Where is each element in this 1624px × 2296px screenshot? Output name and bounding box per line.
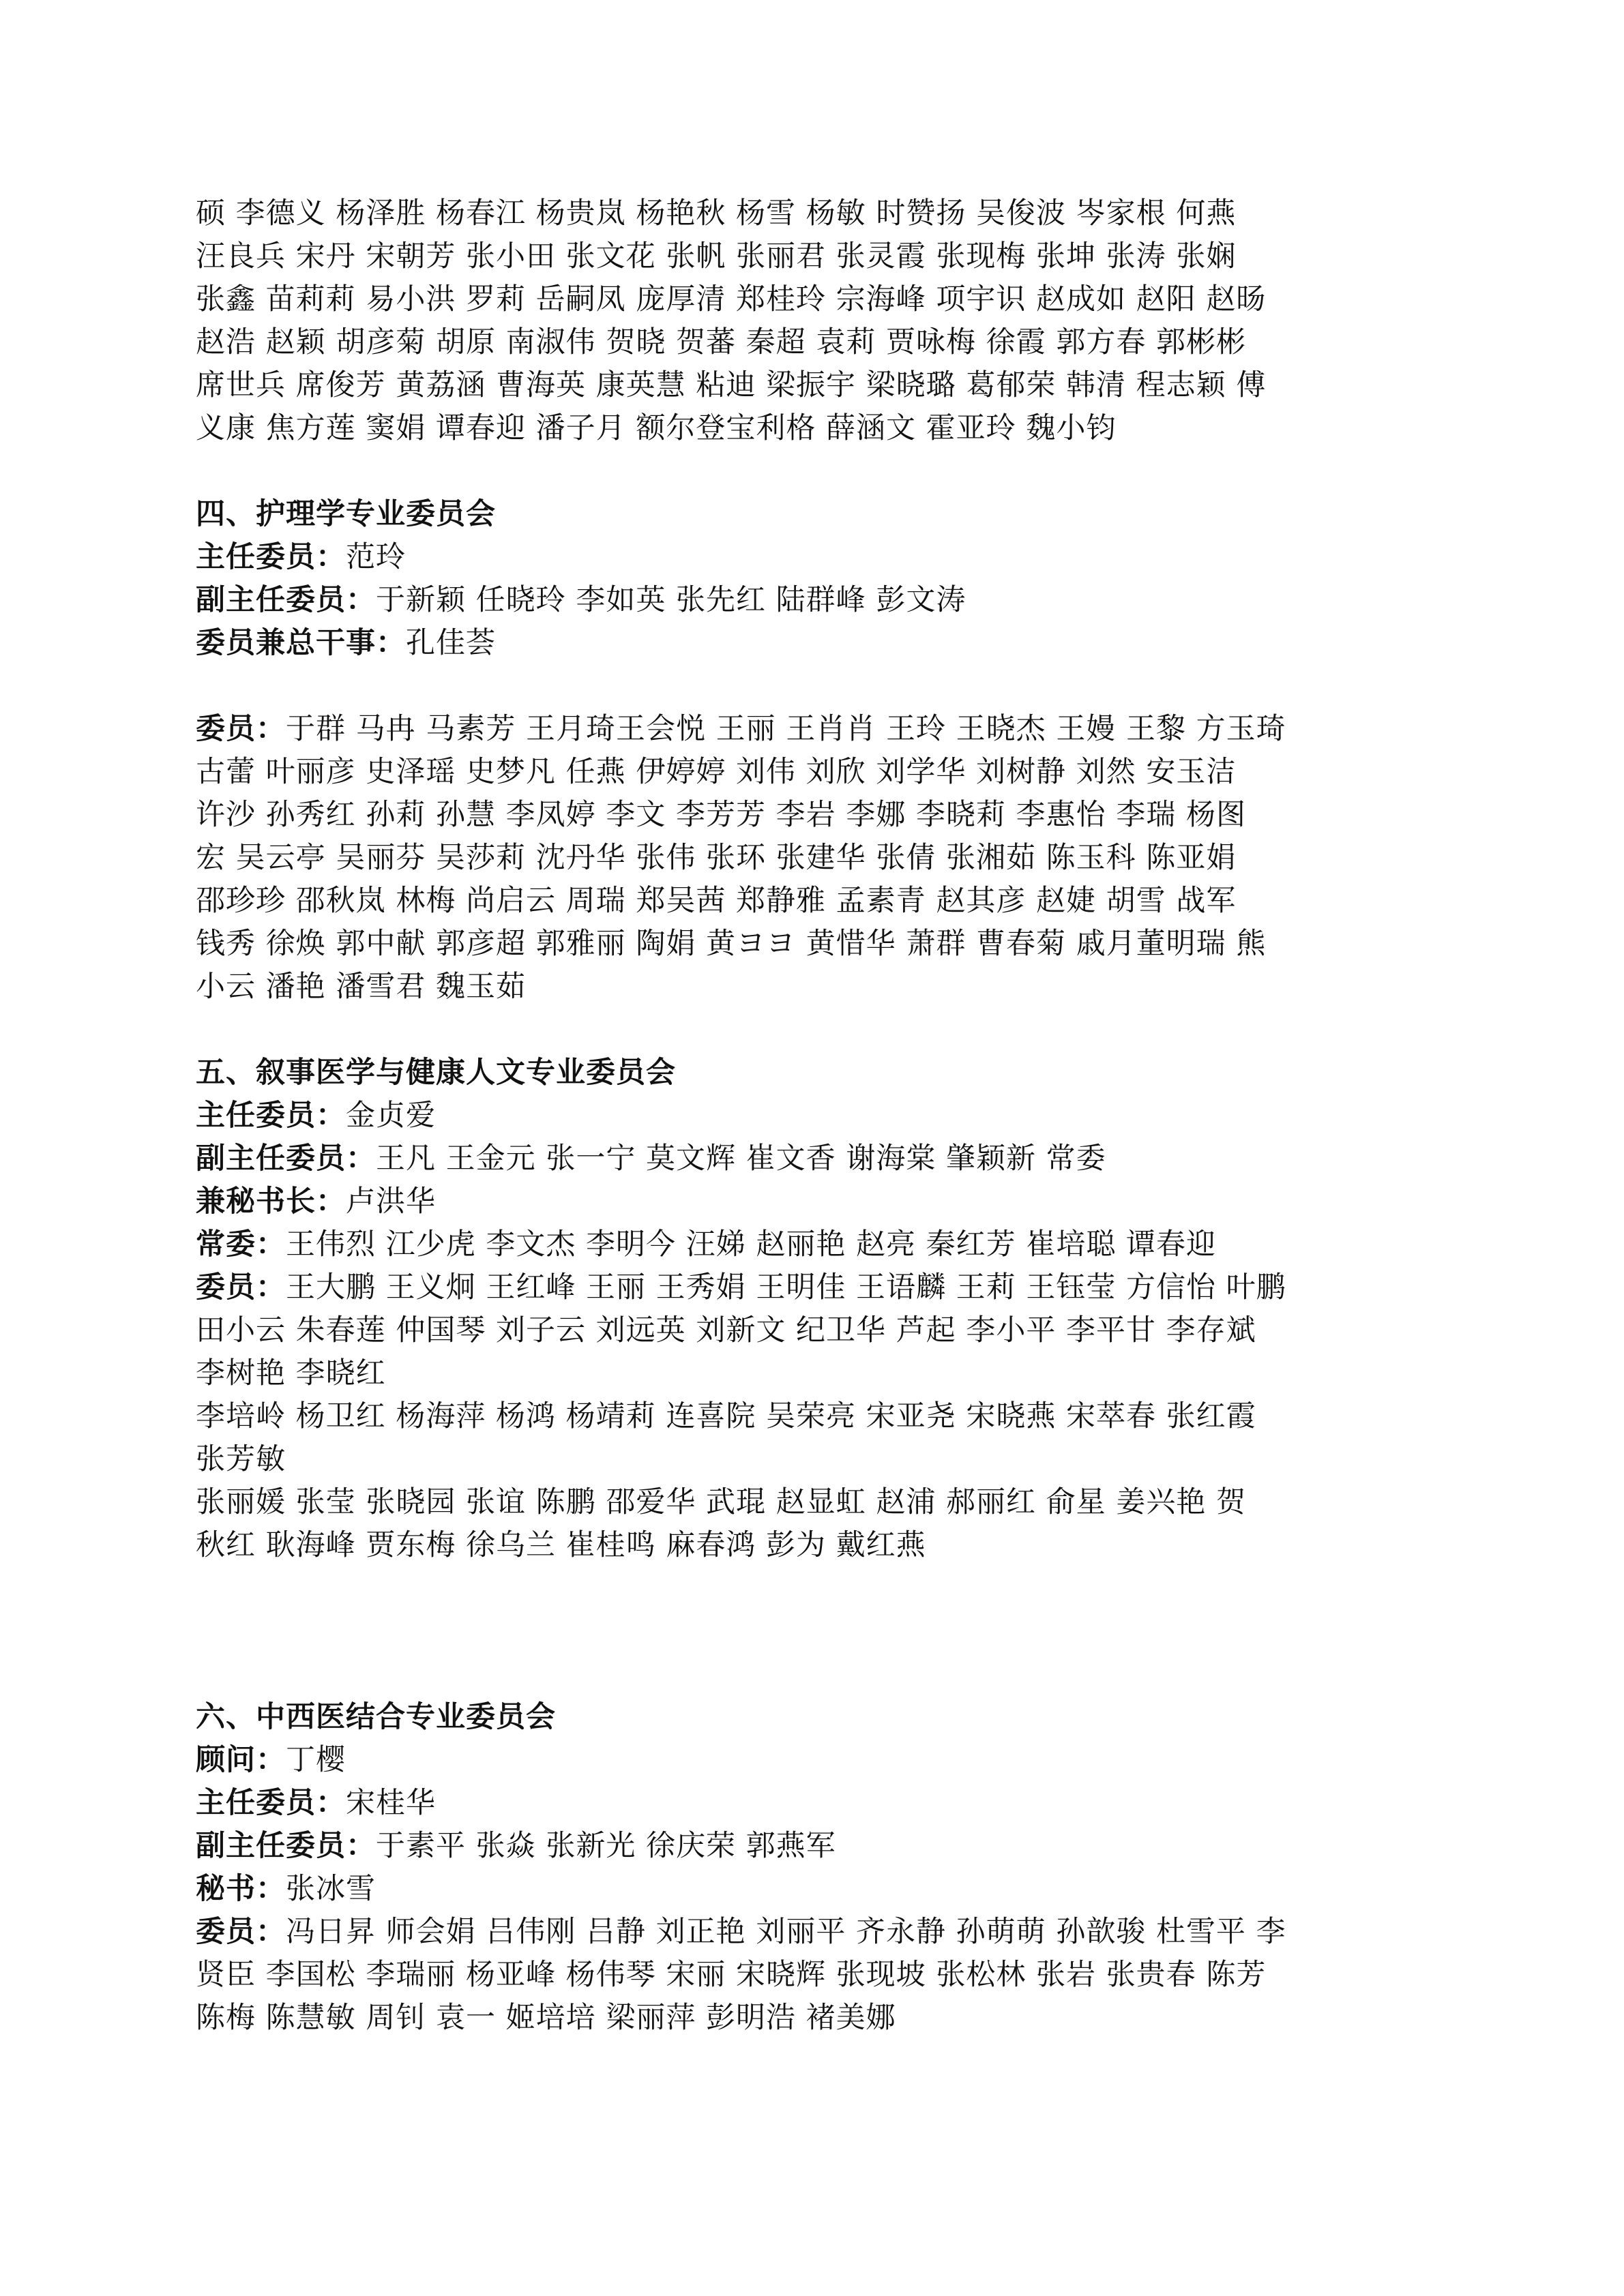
vice-director-names: 于新颖 任晓玲 李如英 张先红 陆群峰 彭文涛	[376, 583, 966, 617]
vice-director-line	[196, 579, 1444, 622]
director-label: 主任委员：	[196, 1786, 346, 1820]
members-names: 于群 马冉 马素芳 王月琦王会悦 王丽 王肖肖 王玲 王晓杰 王嫚 王黎 方玉琦	[286, 712, 1286, 746]
member-line: 宏 吴云亭 吴丽芬 吴莎莉 沈丹华 张伟 张环 张建华 张倩 张湘茹 陈玉科 陈亚娟	[196, 841, 1237, 875]
standing-committee-label: 常委：	[196, 1227, 286, 1262]
vice-director-label: 副主任委员：	[196, 583, 376, 617]
member-line: 贤臣 李国松 李瑞丽 杨亚峰 杨伟琴 宋丽 宋晓辉 张现坡 张松林 张岩 张贵春 陈芳	[196, 1958, 1267, 1992]
general-secretary-name: 孔佳荟	[406, 626, 496, 660]
member-line: 张鑫 苗莉莉 易小洪 罗莉 岳嗣凤 庞厚清 郑桂玲 宗海峰 项宇识 赵成如 赵阳 赵旸	[196, 282, 1267, 316]
member-line: 邵珍珍 邵秋岚 林梅 尚启云 周瑞 郑吴茜 郑静雅 孟素青 赵其彦 赵婕 胡雪 战军	[196, 884, 1237, 918]
secretary-name: 张冰雪	[286, 1872, 376, 1906]
section-heading: 五、叙事医学与健康人文专业委员会	[196, 1056, 676, 1090]
member-line: 陈梅 陈慧敏 周钊 袁一 姬培培 梁丽萍 彭明浩 褚美娜	[196, 2001, 896, 2035]
advisor-name: 丁樱	[286, 1743, 346, 1777]
director-name: 金贞爱	[346, 1099, 436, 1133]
advisor-line	[196, 1739, 1444, 1782]
member-line: 许沙 孙秀红 孙莉 孙慧 李凤婷 李文 李芳芳 李岩 李娜 李晓莉 李惠怡 李瑞 杨图	[196, 798, 1247, 832]
secretary-line	[196, 1868, 1444, 1911]
member-line: 张丽媛 张莹 张晓园 张谊 陈鹏 邵爱华 武琨 赵显虹 赵浦 郝丽红 俞星 姜兴艳 贺	[196, 1485, 1247, 1519]
member-line: 钱秀 徐焕 郭中献 郭彦超 郭雅丽 陶娟 黄ヨヨ 黄惜华 萧群 曹春菊 戚月董明瑞 熊	[196, 927, 1267, 961]
general-secretary-label: 委员兼总干事：	[196, 626, 406, 660]
member-line: 秋红 耿海峰 贾东梅 徐乌兰 崔桂鸣 麻春鸿 彭为 戴红燕	[196, 1528, 926, 1562]
members-line	[196, 1266, 1444, 1309]
secretary-general-label: 兼秘书长：	[196, 1184, 346, 1219]
member-line: 硕 李德义 杨泽胜 杨春江 杨贵岚 杨艳秋 杨雪 杨敏 时赞扬 吴俊波 岑家根 何燕	[196, 196, 1237, 230]
members-line	[196, 708, 1444, 751]
members-names: 王大鹏 王义炯 王红峰 王丽 王秀娟 王明佳 王语麟 王莉 王钰莹 方信怡 叶鹏	[286, 1270, 1286, 1304]
standing-committee-line	[196, 1223, 1444, 1266]
vice-director-label: 副主任委员：	[196, 1829, 376, 1863]
member-line: 汪良兵 宋丹 宋朝芳 张小田 张文花 张帆 张丽君 张灵霞 张现梅 张坤 张涛 张娴	[196, 239, 1237, 273]
member-line: 李树艳 李晓红	[196, 1356, 386, 1390]
section-integrated-medicine-committee	[196, 1696, 1444, 2040]
secretary-label: 秘书：	[196, 1872, 286, 1906]
director-label: 主任委员：	[196, 540, 346, 574]
section-narrative-medicine-committee	[196, 1052, 1444, 1567]
member-line: 李培岭 杨卫红 杨海萍 杨鸿 杨靖莉 连喜院 吴荣亮 宋亚尧 宋晓燕 宋萃春 张红霞	[196, 1399, 1256, 1433]
director-name: 范玲	[346, 540, 406, 574]
member-line: 义康 焦方莲 窦娟 谭春迎 潘子月 额尔登宝利格 薛涵文 霍亚玲 魏小钧	[196, 411, 1117, 445]
member-line: 席世兵 席俊芳 黄荔涵 曹海英 康英慧 粘迪 梁振宇 梁晓璐 葛郁荣 韩清 程志颖 傅	[196, 368, 1267, 402]
members-label: 委员：	[196, 1915, 286, 1949]
members-line	[196, 1911, 1444, 1954]
standing-committee-names: 王伟烈 江少虎 李文杰 李明今 汪娣 赵丽艳 赵亮 秦红芳 崔培聪 谭春迎	[286, 1227, 1217, 1262]
director-line	[196, 1094, 1444, 1137]
secretary-general-line	[196, 1180, 1444, 1223]
director-line	[196, 1782, 1444, 1825]
continuation-member-list	[196, 192, 1444, 450]
secretary-general-name: 卢洪华	[346, 1184, 436, 1219]
member-line: 赵浩 赵颖 胡彦菊 胡原 南淑伟 贺晓 贺蕃 秦超 袁莉 贾咏梅 徐霞 郭方春 郭彬彬	[196, 325, 1247, 359]
director-name: 宋桂华	[346, 1786, 436, 1820]
vice-director-line	[196, 1825, 1444, 1868]
member-line: 小云 潘艳 潘雪君 魏玉茹	[196, 970, 527, 1004]
members-names: 冯日昇 师会娟 吕伟刚 吕静 刘正艳 刘丽平 齐永静 孙萌萌 孙歆骏 杜雪平 李	[286, 1915, 1286, 1949]
member-line: 田小云 朱春莲 仲国琴 刘子云 刘远英 刘新文 纪卫华 芦起 李小平 李平甘 李存斌	[196, 1313, 1256, 1347]
vice-director-line	[196, 1137, 1444, 1180]
director-line	[196, 536, 1444, 579]
member-line: 张芳敏	[196, 1442, 286, 1476]
advisor-label: 顾问：	[196, 1743, 286, 1777]
members-label: 委员：	[196, 712, 286, 746]
member-line: 古蕾 叶丽彦 史泽瑶 史梦凡 任燕 伊婷婷 刘伟 刘欣 刘学华 刘树静 刘然 安玉洁	[196, 755, 1237, 789]
vice-director-names: 王凡 王金元 张一宁 莫文辉 崔文香 谢海棠 肇颖新 常委	[376, 1142, 1106, 1176]
members-label: 委员：	[196, 1270, 286, 1304]
section-heading: 四、护理学专业委员会	[196, 497, 496, 531]
vice-director-names: 于素平 张焱 张新光 徐庆荣 郭燕军	[376, 1829, 836, 1863]
section-nursing-committee	[196, 493, 1444, 1009]
director-label: 主任委员：	[196, 1099, 346, 1133]
section-heading: 六、中西医结合专业委员会	[196, 1700, 556, 1734]
general-secretary-line	[196, 622, 1444, 665]
vice-director-label: 副主任委员：	[196, 1142, 376, 1176]
document-page	[196, 192, 1444, 2040]
